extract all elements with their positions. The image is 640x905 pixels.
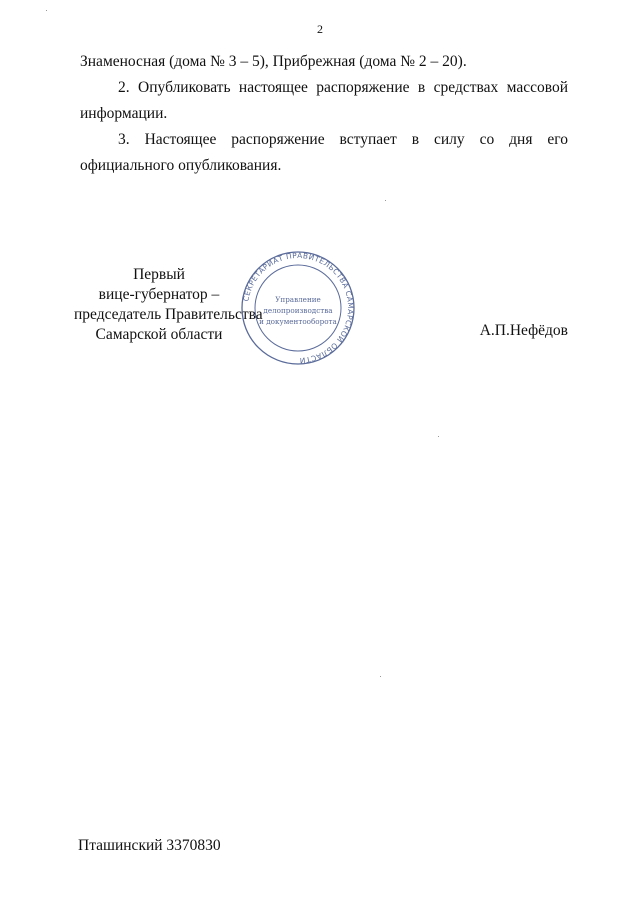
stamp-line-1: Управление (275, 295, 321, 304)
body-paragraph-3: 3. Настоящее распоряжение вступает в силу со дня его официального опубликования. (80, 131, 568, 174)
body-paragraph-2: 2. Опубликовать настоящее распоряжение в средствах массовой информации. (80, 79, 568, 122)
scan-speck (385, 200, 386, 201)
stamp-line-3: и документооборота (259, 317, 337, 326)
scan-speck (438, 436, 439, 437)
signatory-name: А.П.Нефёдов (479, 322, 568, 339)
signatory-title (74, 265, 263, 345)
stamp-outer-text: СЕКРЕТАРИАТ ПРАВИТЕЛЬСТВА САМАРСКОЙ ОБЛАСТИ (241, 250, 356, 366)
scan-speck (380, 676, 381, 677)
page-number: 2 (317, 22, 323, 36)
official-stamp (240, 250, 356, 366)
stamp-line-2: делопроизводства (263, 306, 333, 315)
signatory-title-line: Первый (133, 266, 185, 283)
executor-footer: Пташинский 3370830 (78, 837, 221, 854)
scan-speck (46, 10, 47, 11)
body-paragraph-1: Знаменосная (дома № 3 – 5), Прибрежная (дома № 2 – 20). (80, 53, 467, 70)
signatory-title-line: вице-губернатор – (98, 286, 220, 303)
signatory-title-line: председатель Правительства (74, 306, 263, 323)
signatory-title-line: Самарской области (95, 326, 223, 343)
